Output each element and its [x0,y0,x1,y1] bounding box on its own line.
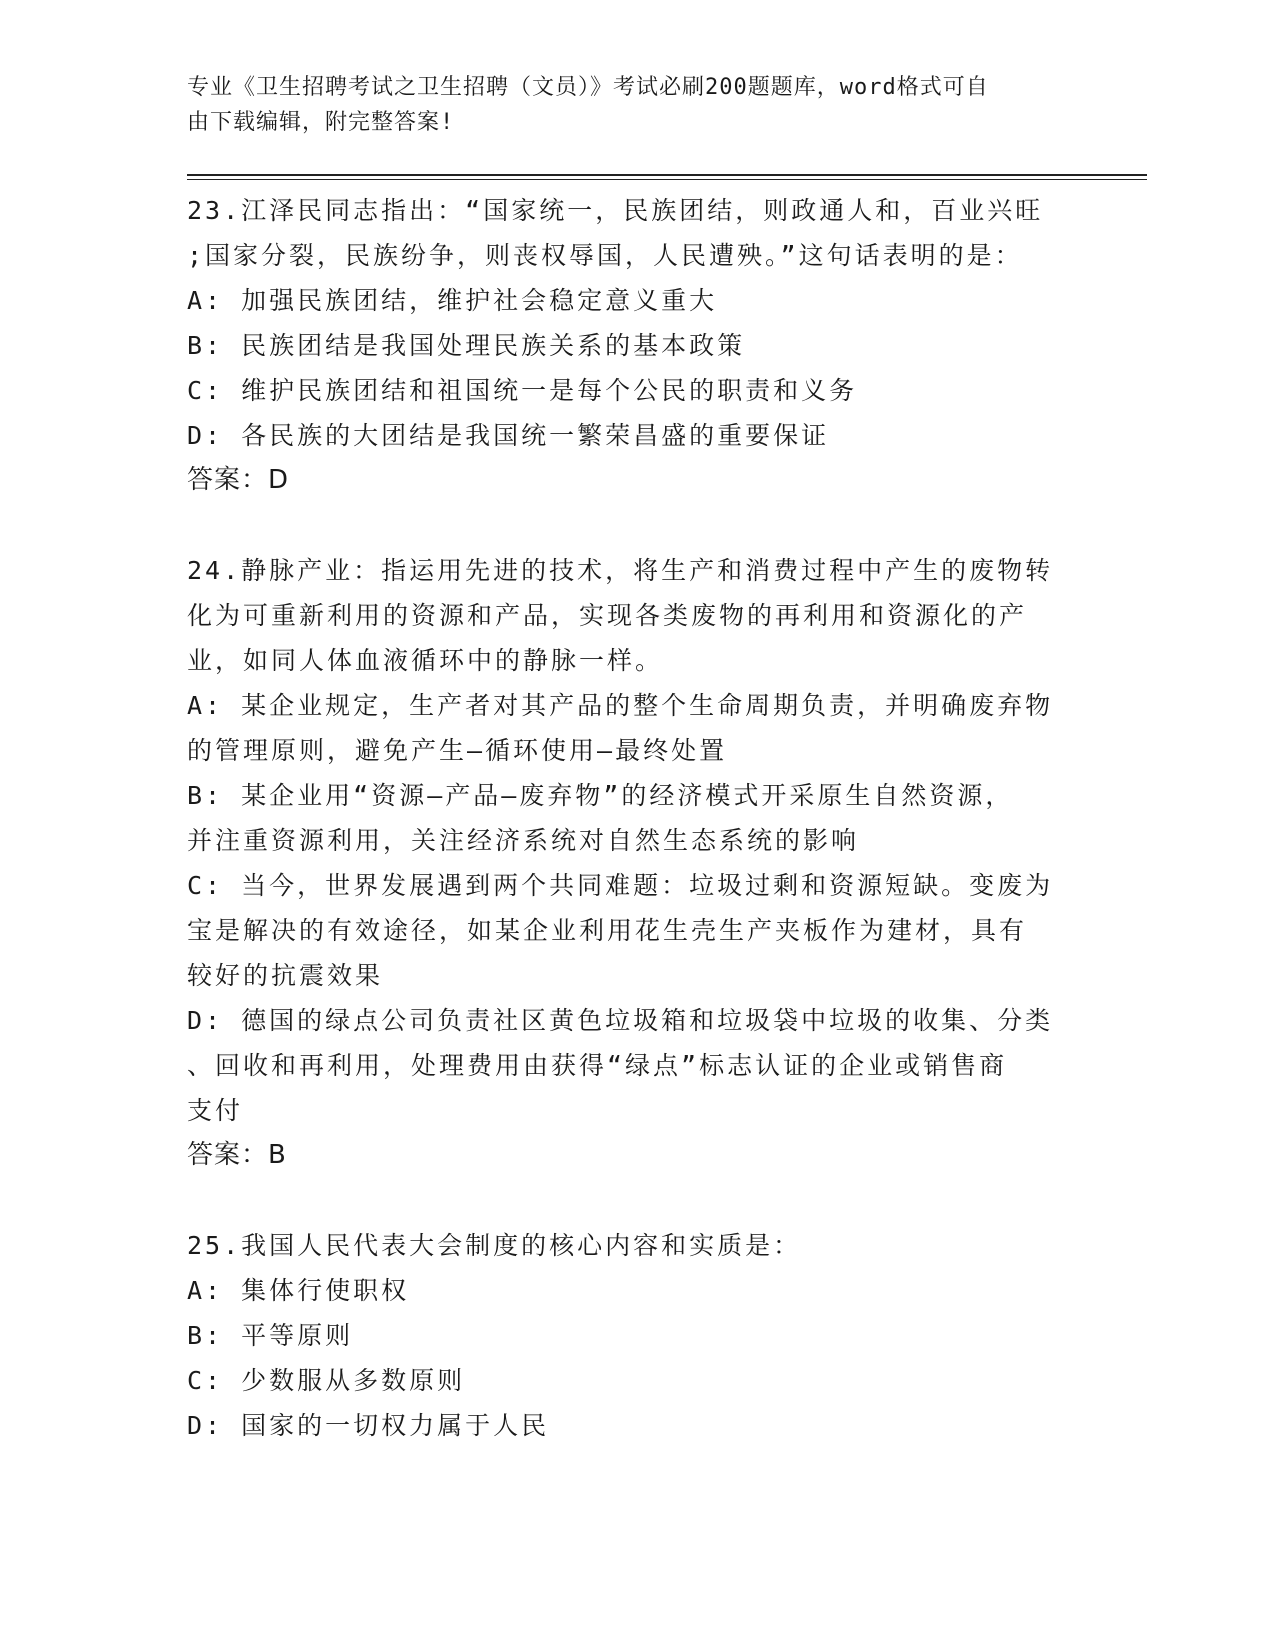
question-stem: ;国家分裂，民族纷争，则丧权辱国，人民遭殃。”这句话表明的是： [187,241,1023,270]
question-24 [187,548,1067,1178]
option-d: D: 国家的一切权力属于人民 [187,1411,550,1440]
question-23 [187,188,1067,503]
question-stem: 23.江泽民同志指出：“国家统一，民族团结，则政通人和，百业兴旺 [187,196,1044,225]
option-d-cont: 支付 [187,1096,244,1125]
option-c-cont: 较好的抗震效果 [187,961,384,990]
header-line: 由下载编辑，附完整答案! [187,110,455,135]
question-stem: 业，如同人体血液循环中的静脉一样。 [187,646,664,675]
option-c-cont: 宝是解决的有效途径，如某企业利用花生壳生产夹板作为建材，具有 [187,916,1028,945]
document-header [187,70,1067,140]
option-b-cont: 并注重资源利用，关注经济系统对自然生态系统的影响 [187,826,860,855]
option-d: D: 各民族的大团结是我国统一繁荣昌盛的重要保证 [187,421,830,450]
header-line: 专业《卫生招聘考试之卫生招聘（文员）》考试必刷200题题库，word格式可自 [187,75,989,100]
option-a: A: 加强民族团结，维护社会稳定意义重大 [187,286,718,315]
option-b: B: 平等原则 [187,1321,354,1350]
option-d-cont: 、回收和再利用，处理费用由获得“绿点”标志认证的企业或销售商 [187,1051,1008,1080]
option-b: B: 民族团结是我国处理民族关系的基本政策 [187,331,746,360]
answer-label: 答案：B [187,1140,287,1170]
question-stem: 25.我国人民代表大会制度的核心内容和实质是： [187,1231,802,1260]
divider-thick [187,174,1147,176]
answer-label: 答案：D [187,465,290,495]
option-c: C: 维护民族团结和祖国统一是每个公民的职责和义务 [187,376,858,405]
option-a-cont: 的管理原则，避免产生—循环使用—最终处置 [187,736,728,765]
option-c: C: 当今，世界发展遇到两个共同难题：垃圾过剩和资源短缺。变废为 [187,871,1054,900]
divider-thin [187,179,1147,180]
option-a: A: 某企业规定，生产者对其产品的整个生命周期负责，并明确废弃物 [187,691,1054,720]
question-stem: 24.静脉产业：指运用先进的技术，将生产和消费过程中产生的废物转 [187,556,1054,585]
question-25 [187,1223,1067,1448]
document-page [187,0,1147,1448]
option-c: C: 少数服从多数原则 [187,1366,466,1395]
option-a: A: 集体行使职权 [187,1276,410,1305]
header-divider [187,174,1147,180]
option-b: B: 某企业用“资源—产品—废弃物”的经济模式开采原生自然资源， [187,781,1014,810]
option-d: D: 德国的绿点公司负责社区黄色垃圾箱和垃圾袋中垃圾的收集、分类 [187,1006,1054,1035]
question-stem: 化为可重新利用的资源和产品，实现各类废物的再利用和资源化的产 [187,601,1028,630]
